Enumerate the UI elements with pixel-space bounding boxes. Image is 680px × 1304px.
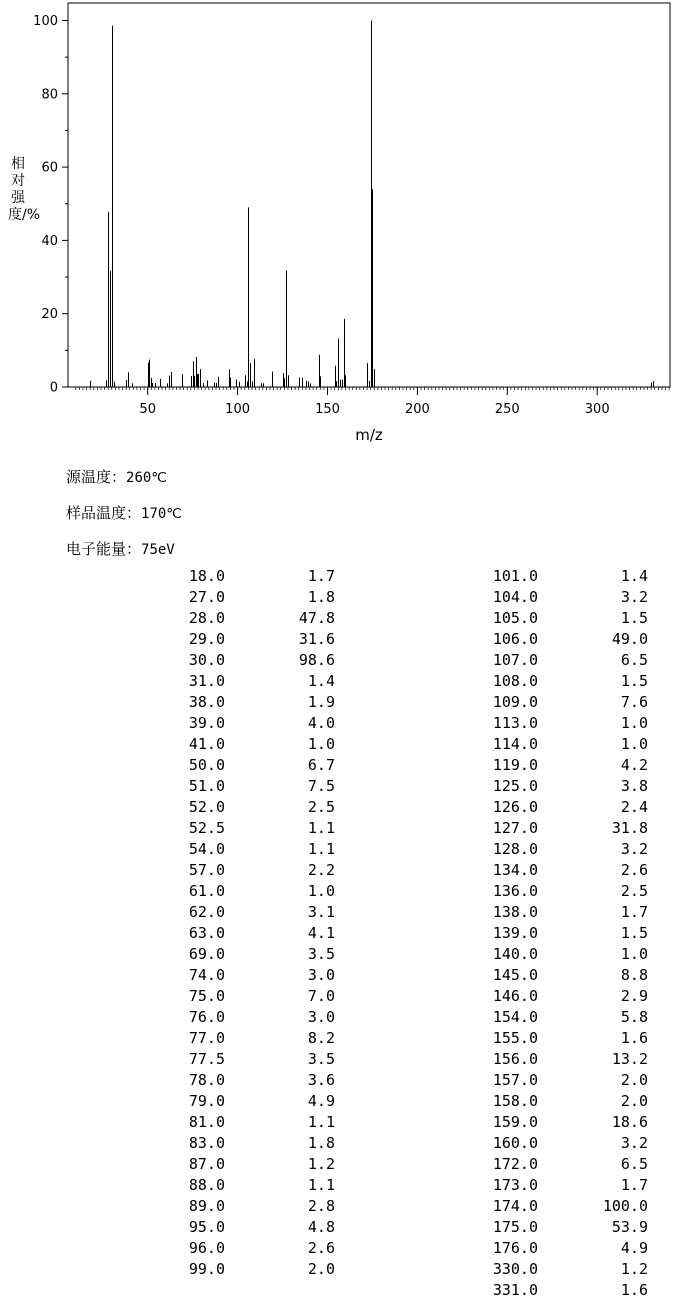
peak-mz-cell: 57.0 (188, 861, 225, 879)
peak-intensity-cell: 5.8 (620, 1008, 648, 1026)
x-tick-label: 250 (494, 402, 520, 417)
sample-temperature (66, 502, 182, 523)
peak-mz-cell: 39.0 (188, 714, 225, 732)
peak-table-row (160, 713, 648, 734)
peak-table-row (160, 650, 648, 671)
x-tick-label: 150 (315, 402, 340, 417)
peak-mz-cell: 138.0 (492, 903, 538, 921)
peak-mz-cell: 158.0 (492, 1092, 538, 1110)
peak-intensity-cell: 1.7 (620, 1176, 648, 1194)
table-gap (335, 1154, 460, 1175)
y-tick-label: 100 (33, 14, 58, 29)
peak-mz-cell (160, 1280, 225, 1301)
peak-table-row (160, 1049, 648, 1070)
peak-intensity-cell: 2.6 (620, 861, 648, 879)
peak-intensity-cell: 1.5 (620, 609, 648, 627)
peak-intensity-cell: 18.6 (611, 1113, 648, 1131)
peak-table-row (160, 776, 648, 797)
peak-intensity-cell: 1.6 (620, 1029, 648, 1047)
table-gap (335, 608, 460, 629)
table-gap (335, 1238, 460, 1259)
table-gap (335, 1070, 460, 1091)
peak-mz-cell: 155.0 (492, 1029, 538, 1047)
peak-intensity-cell: 1.1 (307, 840, 335, 858)
peak-intensity-cell: 2.9 (620, 987, 648, 1005)
peak-intensity-cell: 1.1 (307, 819, 335, 837)
peak-table-row (160, 818, 648, 839)
peak-table-row (160, 1280, 648, 1301)
peak-mz-cell: 28.0 (188, 609, 225, 627)
table-gap (335, 713, 460, 734)
peak-intensity-cell: 2.8 (307, 1197, 335, 1215)
peak-mz-cell: 87.0 (188, 1155, 225, 1173)
peak-intensity-cell: 1.5 (620, 924, 648, 942)
peak-intensity-cell: 53.9 (611, 1218, 648, 1236)
peak-intensity-cell: 49.0 (611, 630, 648, 648)
table-gap (335, 902, 460, 923)
y-tick-label: 80 (41, 87, 58, 103)
peak-mz-cell: 108.0 (492, 672, 538, 690)
peak-intensity-cell: 1.1 (307, 1176, 335, 1194)
peak-intensity-cell: 3.0 (307, 1008, 335, 1026)
electron-energy-label: 电子能量： (66, 540, 142, 558)
y-tick-label: 20 (41, 307, 58, 323)
peak-table-row (160, 1112, 648, 1133)
peak-intensity-cell: 1.8 (307, 588, 335, 606)
peak-mz-cell: 140.0 (492, 945, 538, 963)
table-gap (335, 1259, 460, 1280)
peak-table-row (160, 566, 648, 587)
x-axis-label: m/z (355, 426, 383, 444)
peak-mz-cell: 104.0 (492, 588, 538, 606)
peak-table-row (160, 1028, 648, 1049)
peak-intensity-cell: 4.8 (307, 1218, 335, 1236)
sample-temperature-label: 样品温度： (66, 504, 142, 522)
peak-mz-cell: 51.0 (188, 777, 225, 795)
table-gap (335, 818, 460, 839)
peak-table-row (160, 944, 648, 965)
peak-table-row (160, 1133, 648, 1154)
table-gap (335, 839, 460, 860)
table-gap (335, 692, 460, 713)
peak-intensity-cell: 2.5 (307, 798, 335, 816)
peak-mz-cell: 52.5 (188, 819, 225, 837)
peak-intensity-cell: 31.6 (298, 630, 335, 648)
table-gap (335, 860, 460, 881)
peak-mz-cell: 61.0 (188, 882, 225, 900)
peak-table-row (160, 1175, 648, 1196)
peak-mz-cell: 30.0 (188, 651, 225, 669)
peak-intensity-cell: 2.4 (620, 798, 648, 816)
peak-mz-cell: 69.0 (188, 945, 225, 963)
x-tick-label: 50 (139, 402, 156, 417)
peak-table-row (160, 797, 648, 818)
peak-intensity-cell: 100.0 (602, 1197, 648, 1215)
peak-mz-cell: 174.0 (492, 1197, 538, 1215)
peak-intensity-cell: 2.6 (307, 1239, 335, 1257)
peak-mz-cell: 83.0 (188, 1134, 225, 1152)
peak-mz-cell: 127.0 (492, 819, 538, 837)
peak-table-row (160, 860, 648, 881)
table-gap (335, 587, 460, 608)
table-gap (335, 1049, 460, 1070)
peak-mz-cell: 77.5 (188, 1050, 225, 1068)
table-gap (335, 671, 460, 692)
source-temperature-value: 260℃ (126, 470, 168, 486)
peak-intensity-cell: 7.0 (307, 987, 335, 1005)
peak-mz-cell: 101.0 (492, 567, 538, 585)
peak-intensity-cell: 3.5 (307, 945, 335, 963)
peak-mz-cell: 77.0 (188, 1029, 225, 1047)
peak-intensity-cell: 1.0 (620, 945, 648, 963)
table-gap (335, 776, 460, 797)
peak-intensity-cell: 2.0 (620, 1071, 648, 1089)
peak-mz-cell: 146.0 (492, 987, 538, 1005)
source-temperature (66, 466, 167, 487)
source-temperature-label: 源温度： (66, 468, 127, 486)
peak-mz-cell: 136.0 (492, 882, 538, 900)
peak-intensity-cell: 1.0 (307, 735, 335, 753)
table-gap (335, 986, 460, 1007)
peak-table-row (160, 629, 648, 650)
peak-intensity-cell: 1.5 (620, 672, 648, 690)
peak-mz-cell: 38.0 (188, 693, 225, 711)
x-tick-label: 200 (404, 402, 430, 417)
peak-mz-cell: 126.0 (492, 798, 538, 816)
peak-table-row (160, 1238, 648, 1259)
peak-mz-cell: 173.0 (492, 1176, 538, 1194)
peak-mz-cell: 160.0 (492, 1134, 538, 1152)
table-gap (335, 1196, 460, 1217)
table-gap (335, 923, 460, 944)
peak-table-row (160, 671, 648, 692)
peak-table-row (160, 986, 648, 1007)
peak-table-row (160, 923, 648, 944)
peak-intensity-cell: 1.0 (307, 882, 335, 900)
peak-mz-cell: 145.0 (492, 966, 538, 984)
y-tick-label: 40 (41, 233, 58, 249)
peak-intensity-cell: 4.1 (307, 924, 335, 942)
peak-mz-cell: 175.0 (492, 1218, 538, 1236)
mass-spectrum-chart (0, 0, 680, 450)
peak-intensity-cell: 7.5 (307, 777, 335, 795)
peak-mz-cell: 31.0 (188, 672, 225, 690)
x-axis-ticks (139, 387, 609, 417)
peak-mz-cell: 41.0 (188, 735, 225, 753)
table-gap (335, 797, 460, 818)
electron-energy-value: 75eV (141, 542, 175, 558)
peak-intensity-cell: 6.5 (620, 651, 648, 669)
plot-frame (68, 3, 670, 387)
x-tick-label: 100 (225, 402, 251, 417)
peak-mz-cell: 176.0 (492, 1239, 538, 1257)
peak-table-row (160, 881, 648, 902)
peak-mz-cell: 139.0 (492, 924, 538, 942)
peak-intensity-cell: 47.8 (298, 609, 335, 627)
peak-intensity-cell: 3.1 (307, 903, 335, 921)
peak-mz-cell: 89.0 (188, 1197, 225, 1215)
peak-intensity-cell: 4.2 (620, 756, 648, 774)
peak-intensity-cell: 1.1 (307, 1113, 335, 1131)
peak-intensity-cell: 8.2 (307, 1029, 335, 1047)
peak-intensity-cell: 1.6 (620, 1281, 648, 1299)
peak-table-row (160, 1196, 648, 1217)
table-gap (335, 1175, 460, 1196)
peak-mz-cell: 113.0 (492, 714, 538, 732)
peak-intensity-cell: 3.8 (620, 777, 648, 795)
table-gap (335, 1007, 460, 1028)
peak-intensity-cell: 3.2 (620, 840, 648, 858)
table-gap (335, 1028, 460, 1049)
peak-intensity-cell: 1.2 (307, 1155, 335, 1173)
peak-intensity-cell: 4.9 (620, 1239, 648, 1257)
peak-mz-cell: 79.0 (188, 1092, 225, 1110)
table-gap (335, 755, 460, 776)
peak-mz-cell: 156.0 (492, 1050, 538, 1068)
peak-mz-cell: 125.0 (492, 777, 538, 795)
peak-table-row (160, 965, 648, 986)
peak-intensity-cell: 1.0 (620, 714, 648, 732)
peak-intensity-cell: 8.8 (620, 966, 648, 984)
peak-mz-cell: 75.0 (188, 987, 225, 1005)
peak-intensity-cell: 3.0 (307, 966, 335, 984)
peak-mz-cell: 105.0 (492, 609, 538, 627)
peak-intensity-cell: 2.0 (307, 1260, 335, 1278)
table-gap (335, 1133, 460, 1154)
table-gap (335, 965, 460, 986)
peak-intensity-cell: 98.6 (298, 651, 335, 669)
peak-intensity-cell: 6.5 (620, 1155, 648, 1173)
peak-mz-cell: 157.0 (492, 1071, 538, 1089)
peak-mz-cell: 74.0 (188, 966, 225, 984)
table-gap (335, 1217, 460, 1238)
peak-table-row (160, 1091, 648, 1112)
peak-intensity-cell: 1.4 (620, 567, 648, 585)
peak-mz-cell: 63.0 (188, 924, 225, 942)
peak-intensity-cell: 1.7 (620, 903, 648, 921)
y-tick-label: 60 (41, 160, 58, 176)
sample-temperature-value: 170℃ (141, 506, 183, 522)
peak-mz-cell: 159.0 (492, 1113, 538, 1131)
peak-intensity-cell: 3.6 (307, 1071, 335, 1089)
peak-mz-cell: 76.0 (188, 1008, 225, 1026)
table-gap (335, 566, 460, 587)
spectrum-bars (91, 21, 654, 388)
peak-mz-cell: 114.0 (492, 735, 538, 753)
peak-intensity-cell: 1.7 (307, 567, 335, 585)
peak-mz-cell: 29.0 (188, 630, 225, 648)
peak-intensity-cell: 3.2 (620, 1134, 648, 1152)
peak-mz-cell: 106.0 (492, 630, 538, 648)
table-gap (335, 1091, 460, 1112)
peak-intensity-cell: 1.8 (307, 1134, 335, 1152)
peak-table-row (160, 839, 648, 860)
peak-mz-cell: 154.0 (492, 1008, 538, 1026)
peak-mz-cell: 52.0 (188, 798, 225, 816)
peak-mz-cell: 95.0 (188, 1218, 225, 1236)
table-gap (335, 1112, 460, 1133)
peak-table-row (160, 1259, 648, 1280)
peak-mz-cell: 134.0 (492, 861, 538, 879)
peak-mz-cell: 99.0 (188, 1260, 225, 1278)
peak-mz-cell: 172.0 (492, 1155, 538, 1173)
peak-table (160, 566, 648, 1301)
y-axis-label: 相对强度/% (8, 156, 41, 223)
peak-mz-cell: 50.0 (188, 756, 225, 774)
peak-intensity-cell: 3.5 (307, 1050, 335, 1068)
peak-mz-cell: 107.0 (492, 651, 538, 669)
peak-mz-cell: 78.0 (188, 1071, 225, 1089)
x-tick-label: 300 (584, 402, 610, 417)
peak-intensity-cell: 1.0 (620, 735, 648, 753)
peak-mz-cell: 18.0 (188, 567, 225, 585)
table-gap (335, 629, 460, 650)
y-tick-label: 0 (49, 380, 58, 396)
peak-mz-cell: 331.0 (492, 1281, 538, 1299)
peak-intensity-cell: 7.6 (620, 693, 648, 711)
peak-table-row (160, 608, 648, 629)
peak-mz-cell: 27.0 (188, 588, 225, 606)
table-gap (335, 881, 460, 902)
peak-intensity-cell: 3.2 (620, 588, 648, 606)
peak-intensity-cell: 2.0 (620, 1092, 648, 1110)
table-gap (335, 650, 460, 671)
peak-intensity-cell: 31.8 (611, 819, 648, 837)
peak-mz-cell: 119.0 (492, 756, 538, 774)
peak-intensity-cell: 2.5 (620, 882, 648, 900)
peak-table-row (160, 1070, 648, 1091)
peak-table-row (160, 692, 648, 713)
peak-intensity-cell: 1.4 (307, 672, 335, 690)
peak-table-row (160, 587, 648, 608)
peak-intensity-cell: 4.0 (307, 714, 335, 732)
table-gap (335, 734, 460, 755)
peak-intensity-cell: 2.2 (307, 861, 335, 879)
peak-table-row (160, 1007, 648, 1028)
peak-table-row (160, 755, 648, 776)
peak-table-row (160, 1154, 648, 1175)
peak-mz-cell: 96.0 (188, 1239, 225, 1257)
peak-mz-cell: 62.0 (188, 903, 225, 921)
electron-energy (66, 538, 175, 559)
peak-intensity-cell: 1.2 (620, 1260, 648, 1278)
peak-table-row (160, 902, 648, 923)
peak-mz-cell: 128.0 (492, 840, 538, 858)
peak-table-row (160, 1217, 648, 1238)
peak-intensity-cell: 13.2 (611, 1050, 648, 1068)
peak-mz-cell: 330.0 (492, 1260, 538, 1278)
peak-intensity-cell (225, 1280, 335, 1301)
table-gap (335, 944, 460, 965)
table-gap (335, 1280, 460, 1301)
peak-intensity-cell: 4.9 (307, 1092, 335, 1110)
peak-mz-cell: 54.0 (188, 840, 225, 858)
peak-mz-cell: 81.0 (188, 1113, 225, 1131)
peak-intensity-cell: 6.7 (307, 756, 335, 774)
peak-table-row (160, 734, 648, 755)
y-axis-ticks (33, 14, 68, 396)
peak-mz-cell: 109.0 (492, 693, 538, 711)
peak-mz-cell: 88.0 (188, 1176, 225, 1194)
peak-intensity-cell: 1.9 (307, 693, 335, 711)
